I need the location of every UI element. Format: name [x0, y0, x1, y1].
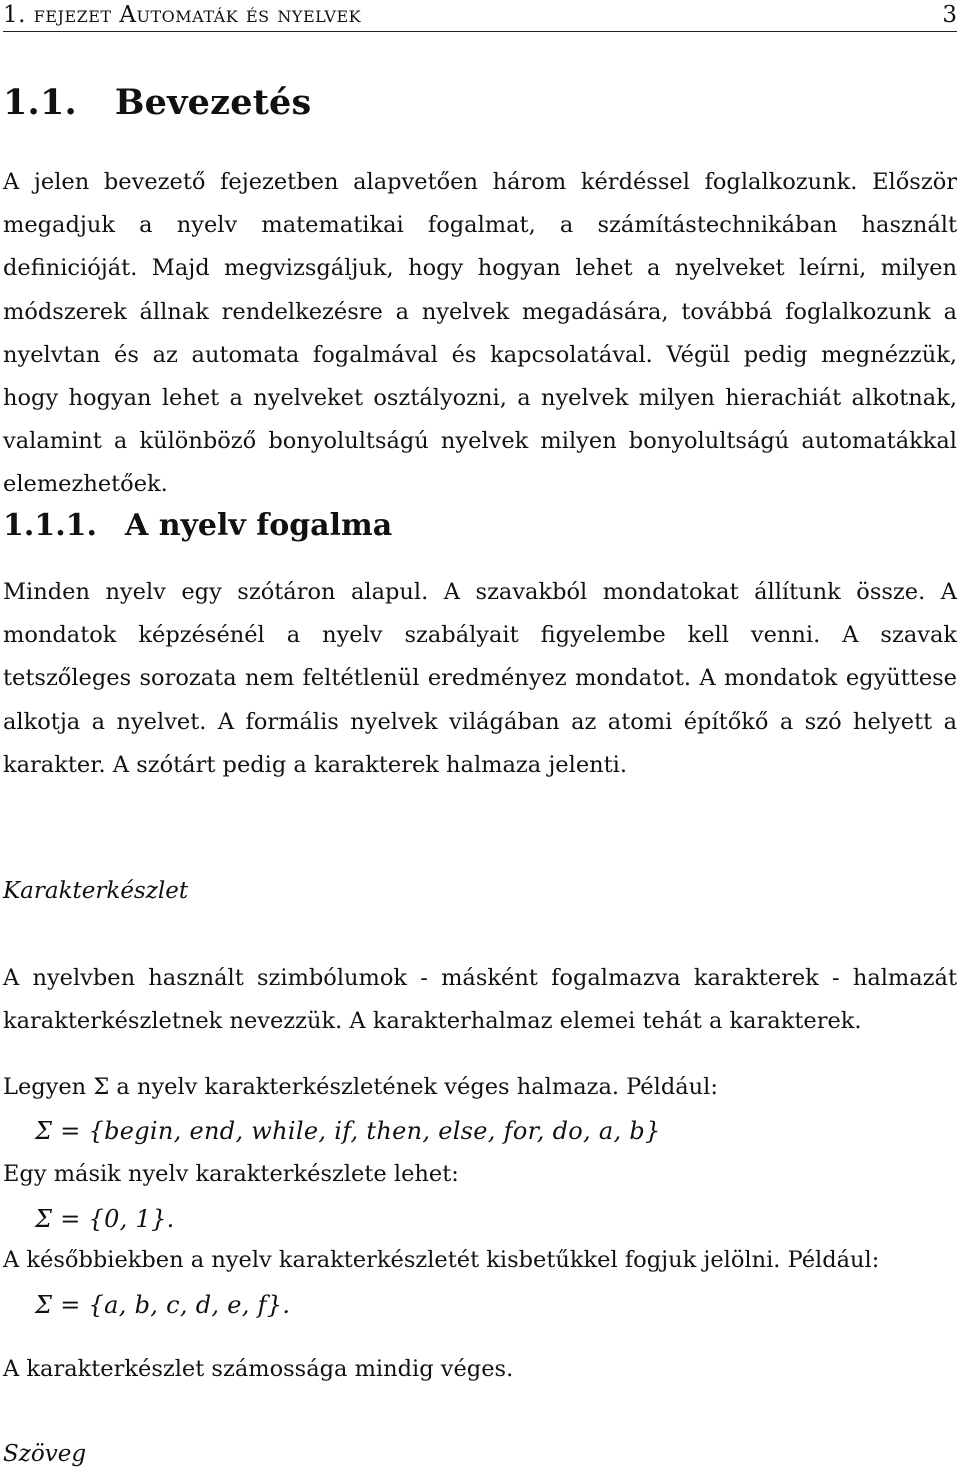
section-title: Bevezetés: [114, 82, 312, 123]
subsection-number: 1.1.1.: [3, 508, 97, 543]
running-header: [3, 2, 957, 32]
other-language-line: Egy másik nyelv karakterkészlete lehet:: [3, 1161, 459, 1187]
section-number: 1.1.: [3, 82, 77, 123]
page-number: 3: [942, 2, 957, 28]
subsection-heading: [3, 508, 392, 543]
subsection-title: A nyelv fogalma: [124, 508, 393, 543]
sigma-example-formula-2: Σ = {0, 1}.: [35, 1205, 175, 1233]
karakterkeszlet-paragraph: A nyelvben használt szimbólumok - másként fogalmazva karakterek - halmazát karakterkészletnek nevezzük. A karakterhalmaz elemei tehát a karakterek.: [3, 965, 957, 1035]
lowercase-notation-line: A későbbiekben a nyelv karakterkészletét kisbetűkkel fogjuk jelölni. Például:: [3, 1247, 880, 1273]
karakterkeszlet-heading: Karakterkészlet: [3, 878, 189, 904]
section-heading: [3, 82, 311, 123]
intro-paragraph: A jelen bevezető fejezetben alapvetően három kérdéssel foglalkozunk. Először megadjuk a nyelv matematikai fogalmat, a számítástechnikában használt definicióját. Majd megvizsgáljuk, hogy hogyan lehet a nyelveket leírni, milyen módszerek állnak rendelkezésre a nyelvek megadására, továbbá foglalkozunk a nyelvtan és az automata fogalmával és kapcsolatával. Végül pedig megnézzük, hogy hogyan lehet a nyelveket osztályozni, a nyelvek milyen hierachiát alkotnak, valamint a különböző bonyolultságú nyelvek milyen bonyolultságú automatákkal elemezhetőek.: [3, 169, 957, 498]
chapter-label: 1. fejezet Automaták és nyelvek: [3, 2, 362, 28]
sigma-example-formula-1: Σ = {begin, end, while, if, then, else, for, do, a, b}: [35, 1117, 661, 1145]
sigma-definition-line: Legyen Σ a nyelv karakterkészletének véges halmaza. Például:: [3, 1074, 718, 1100]
cardinality-line: A karakterkészlet számossága mindig véges.: [3, 1356, 514, 1382]
szoveg-heading: Szöveg: [3, 1441, 87, 1467]
nyelv-fogalma-paragraph: Minden nyelv egy szótáron alapul. A szavakból mondatokat állítunk össze. A mondatok képzésénél a nyelv szabályait figyelembe kell venni. A szavak tetszőleges sorozata nem feltétlenül eredményez mondatot. A mondatok együttese alkotja a nyelvet. A formális nyelvek világában az atomi építőkő a szó helyett a karakter. A szótárt pedig a karakterek halmaza jelenti.: [3, 579, 957, 778]
sigma-example-formula-3: Σ = {a, b, c, d, e, f}.: [35, 1291, 291, 1319]
